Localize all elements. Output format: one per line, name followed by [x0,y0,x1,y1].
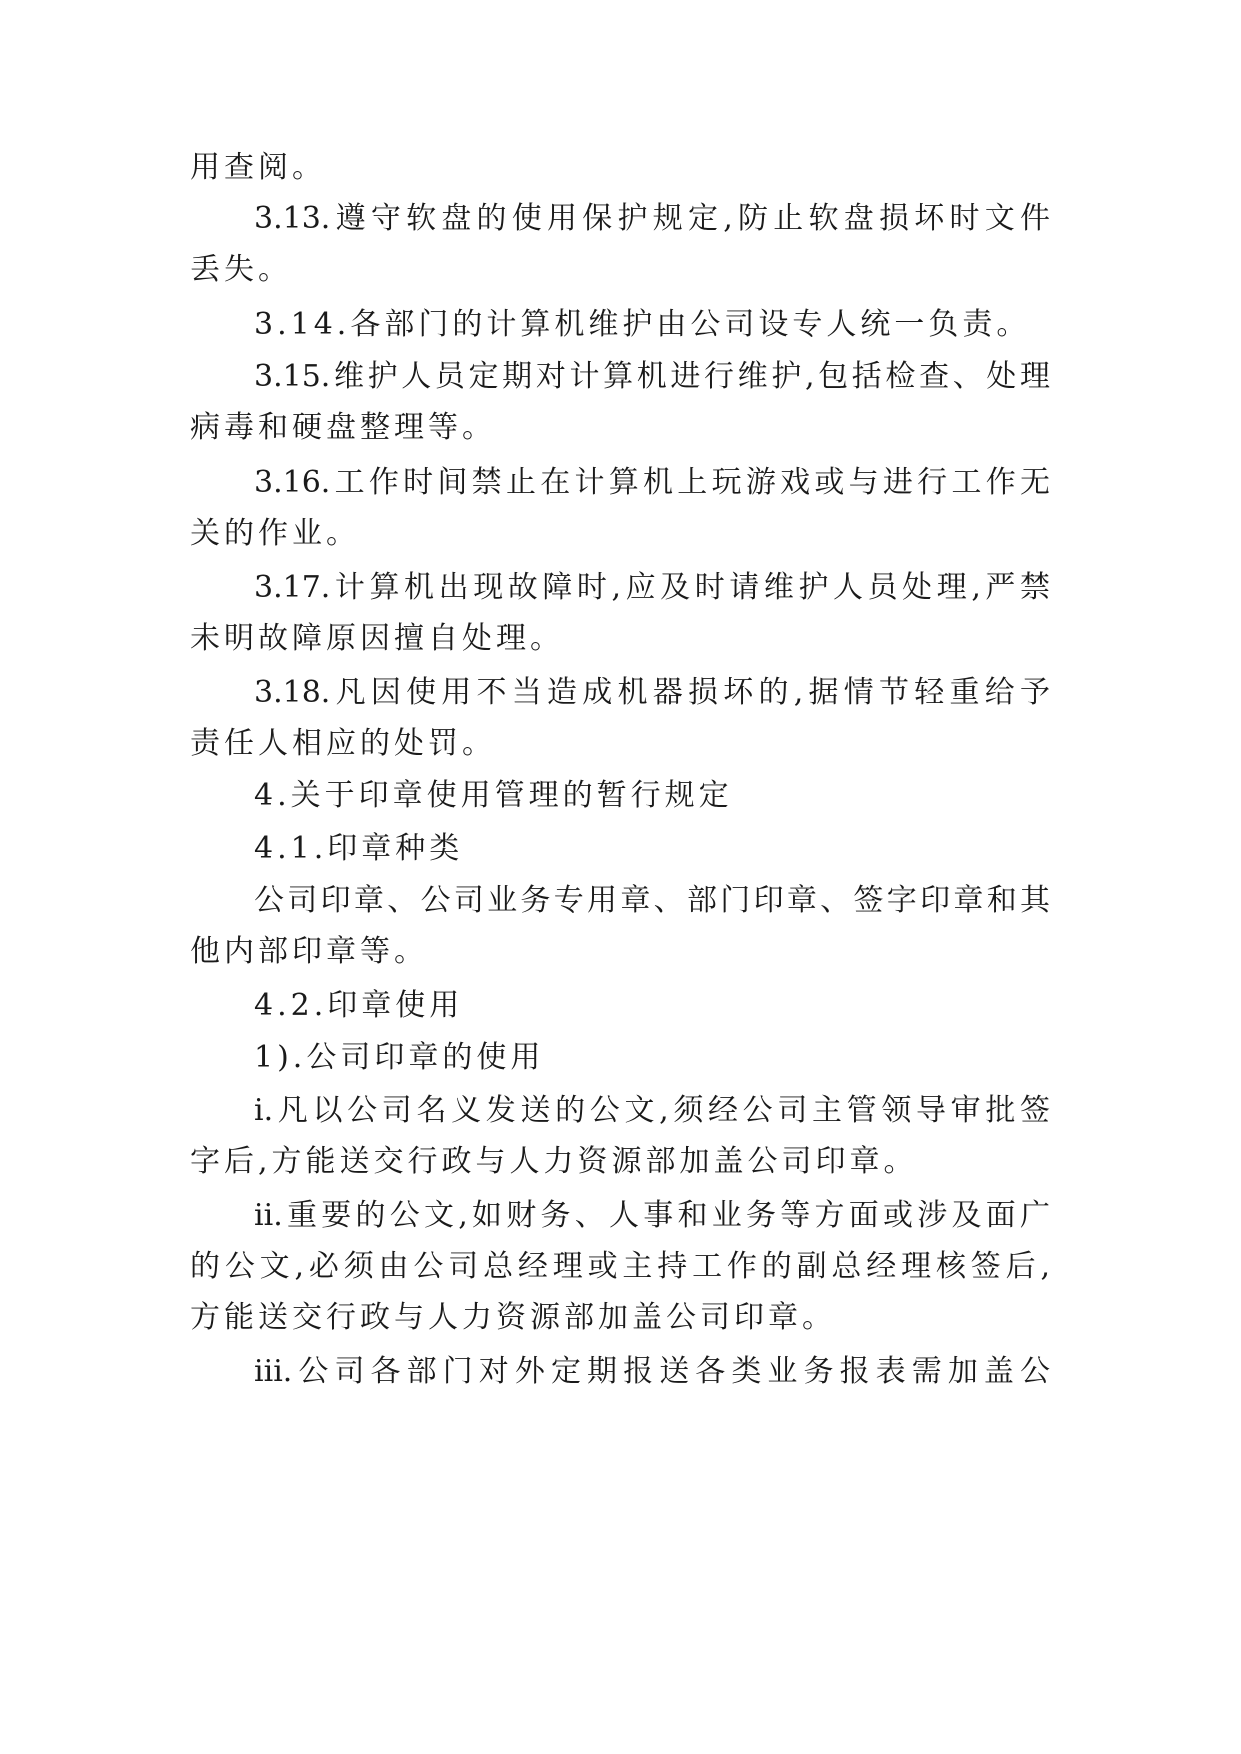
text-line: 3.13.遵守软盘的使用保护规定,防止软盘损坏时文件 [254,201,1050,236]
text-line: 3.18.凡因使用不当造成机器损坏的,据情节轻重给予 [254,675,1050,710]
text-line: 用查阅。 [190,150,326,185]
subsection-heading: 4.1.印章种类 [254,831,464,866]
text-line: ii.重要的公文,如财务、人事和业务等方面或涉及面广 [254,1198,1050,1233]
text-line: 方能送交行政与人力资源部加盖公司印章。 [190,1300,836,1335]
text-line: 责任人相应的处罚。 [190,726,496,761]
text-line: 病毒和硬盘整理等。 [190,410,496,445]
text-line: 3.14.各部门的计算机维护由公司设专人统一负责。 [254,307,1031,342]
text-line: 3.16.工作时间禁止在计算机上玩游戏或与进行工作无 [254,465,1050,500]
text-line: 未明故障原因擅自处理。 [190,621,564,656]
text-line: 丢失。 [190,252,292,287]
text-line: 3.17.计算机出现故障时,应及时请维护人员处理,严禁 [254,570,1050,605]
section-heading: 4.关于印章使用管理的暂行规定 [254,778,733,813]
text-line: 3.15.维护人员定期对计算机进行维护,包括检查、处理 [254,359,1050,394]
text-line: 关的作业。 [190,516,360,551]
text-line: iii.公司各部门对外定期报送各类业务报表需加盖公 [254,1354,1050,1389]
list-heading: 1).公司印章的使用 [254,1040,545,1075]
text-line: i.凡以公司名义发送的公文,须经公司主管领导审批签 [254,1093,1050,1128]
text-line: 他内部印章等。 [190,934,428,969]
text-line: 公司印章、公司业务专用章、部门印章、签字印章和其 [254,883,1050,918]
text-line: 的公文,必须由公司总经理或主持工作的副总经理核签后, [190,1249,1050,1284]
subsection-heading: 4.2.印章使用 [254,988,464,1023]
text-line: 字后,方能送交行政与人力资源部加盖公司印章。 [190,1144,918,1179]
